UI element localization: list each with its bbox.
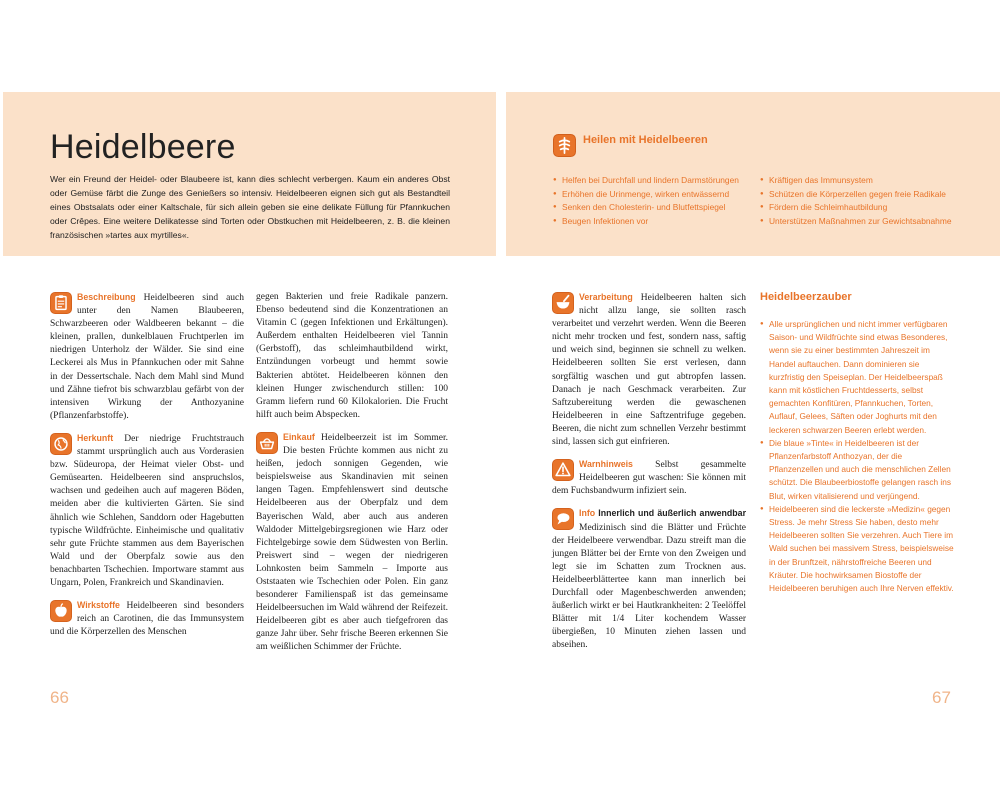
intro-paragraph: Wer ein Freund der Heidel- oder Blaubeere ist, kann dies schlecht verbergen. Kaum ein anderes Obst oder Gemüse färbt die Zunge des Genießers so intensiv. Heidelbeeren eignen sich gut als Bestandteil eines Obstsalats oder einer Kaltschale, für sich allein geben sie eine delikate Füllung für Pfannkuchen oder Crêpes. Eine weitere Delikatesse sind Torten oder Obstkuchen mit Heidelbeeren, z. B. die kleinen französischen »tartes aux myrtilles«.	[50, 174, 450, 240]
sidebar-heading: Heidelbeerzauber	[760, 291, 852, 303]
list-item: ● Helfen bei Durchfall und lindern Darmstörungen	[553, 174, 739, 188]
text-column-3	[552, 291, 746, 661]
text-column-1	[50, 291, 244, 648]
warning-icon	[552, 459, 574, 481]
section-text: Heidelbeeren halten sich nicht allzu lange, sie sollten rasch verarbeitet und verzehrt werden. Wenn die Beeren nicht mehr trocken und fest, sondern nass, saftig und weich sind, beginnen sie schnell zu welken. Heidelbeeren sollten Sie erst verlesen, dann sorgfältig waschen und gut abtropfen lassen. Danach je nach Geschmack verarbeiten. Zur Saftzubereitung werden die gewaschenen Heidelbeeren in eine Saftzentrifuge gegeben. Beeren, die nicht zum schnellen Verzehr bestimmt sind, lassen sich gut einfrieren.	[552, 293, 746, 448]
sidebar-list	[760, 318, 956, 595]
section-info	[552, 507, 746, 652]
healing-list-right	[760, 174, 951, 228]
page-number-left: 66	[50, 688, 69, 707]
section-label: Wirkstoffe	[77, 600, 120, 611]
page-title: Heidelbeere	[50, 128, 236, 166]
section-text: Selbst gesammelte Heidelbeeren gut waschen: Sie können mit dem Fuchsbandwurm infiziert sein.	[552, 460, 746, 497]
healing-heading: Heilen mit Heidelbeeren	[583, 134, 708, 146]
page-number-right: 67	[932, 688, 951, 707]
section-text: Heidelbeeren sind auch unter den Namen Blaubeeren, Schwarzbeeren oder Waldbeeren bekannt – die kleinen, prallen, dunkelblauen Fruchtperlen im niedrigen Unterholz der Wälder. Sie sind eine Leckerei als Mus in Pfannkuchen oder mit Sahne in der Dessertschale. Nach dem Mahl sind Mund und Zähne tiefrot bis schwarzblau gefärbt von der intensiven Wirkung der Anthozyanine (Pflanzenfarbstoffe).	[50, 293, 244, 421]
section-sublabel: Innerlich und äußerlich anwendbar	[595, 508, 746, 519]
list-item: ● Beugen Infektionen vor	[553, 215, 739, 229]
clipboard-icon	[50, 292, 72, 314]
apple-icon	[50, 600, 72, 622]
list-item: ● Kräftigen das Immunsystem	[760, 174, 951, 188]
mortar-icon	[552, 292, 574, 314]
herb-cross-icon	[553, 134, 576, 157]
section-label: Info	[579, 508, 596, 519]
speech-bubble-icon	[552, 508, 574, 530]
section-beschreibung	[50, 291, 244, 423]
section-wirkstoffe-continued: gegen Bakterien und freie Radikale panzern. Ebenso bedeutend sind die Konzentrationen an Vitamin C (gegen Infektionen und Erkältungen). Außerdem enthalten Heidelbeeren viel Tannin (Gerbstoff), das schleimhautbildend wirkt, Entzündungen vorbeugt und hemmt sowie Bakterien abtötet. Heidelbeeren können den kleinen Hunger zwischendurch stillen: 100 Gramm liefern rund 60 Kilokalorien. Die Frucht hilft auch beim Abspecken.	[256, 292, 448, 420]
list-item: ● Fördern die Schleimhautbildung	[760, 201, 951, 215]
list-item: ● Schützen die Körperzellen gegen freie Radikale	[760, 188, 951, 202]
section-label: Beschreibung	[77, 292, 136, 302]
list-item: ● Unterstützen Maßnahmen zur Gewichtsabnahme	[760, 215, 951, 229]
section-text: Heidelbeerzeit ist im Sommer. Die besten Früchte kommen aus nicht zu heißen, jedoch sonnigen Gegenden, wie beispielsweise aus Skandinavien mit seinen langen Tagen. Empfehlenswert sind deutsche Heidelbeeren aus der Oberpfalz und dem Bayerischen Wald, aber auch aus anderen Waldoder Mittelgebirgsregionen wie Harz oder Fichtelgebirge sowie dem Südwesten von Berlin. Preiswert sind – wegen der niedrigeren Lohnkosten beim Sammeln – Importe aus Oststaaten wie Tschechien oder Polen. Ein ganz besonderer Familienspaß ist das gemeinsame Heidelbeersuchen im Wald während der Reifezeit. Heidelbeeren gibt es aber auch tiefgefroren das ganze Jahr über. Sehr frische Beeren erkennen Sie am weißlichen Schimmer der Früchte.	[256, 432, 448, 653]
list-item: ● Erhöhen die Urinmenge, wirken entwässernd	[553, 188, 739, 202]
section-herkunft	[50, 432, 244, 590]
section-text: Medizinisch sind die Blätter und Früchte der Heidelbeere verwendbar. Dazu streift man die jungen Blätter bei der Ernte von den Zweigen und legt sie im Schatten zum Trocknen aus. Heidelbeerblättertee kann man innerlich bei Durchfall oder Magenbeschwerden anwenden; äußerlich wirkt er bei Hautkrankheiten: 2 Teelöffel Blätter mit 1/4 Liter kochendem Wasser übergießen, 10 Minuten ziehen lassen und abseihen.	[552, 522, 746, 651]
section-wirkstoffe	[50, 599, 244, 639]
healing-list-left	[553, 174, 739, 228]
section-text: Der niedrige Fruchtstrauch stammt ursprünglich auch aus Vorderasien bzw. Südeuropa, der Heimat vieler Obst- und Gemüsearten. Heidelbeeren sind anspruchslos, wachsen und gedeihen auch auf mageren Böden, meiden aber die kultivierten Gärten. Sie sind ähnlich wie Schlehen, Sanddorn oder Hagebutten typische Wildfrüchte. Einheimische und qualitativ sehr gute Früchte stammen aus dem Bayerischen Wald und der Oberpfalz sowie aus den benachbarten Tschechien. Importware stammt aus Ungarn, Polen, Frankreich und Skandinavien.	[50, 433, 244, 588]
list-item: ● Alle ursprünglichen und nicht immer verfügbaren Saison- und Wildfrüchte sind etwas Besonderes, wenn sie zu einer bestimmten Jahreszeit im Handel auftauchen. Dann dominieren sie kurzfristig den Speiseplan. Der Heidelbeerspaß kann mit köstlichen Fruchtdesserts, selbst gemachten Konfitüren, Pfannkuchen, Torten, Auflauf, Gelees, Säften oder Joghurts mit den leckeren schwarzen Beeren erlebt werden.	[760, 318, 956, 437]
globe-icon	[50, 433, 72, 455]
section-label: Warnhinweis	[579, 459, 633, 470]
section-label: Herkunft	[77, 432, 114, 443]
list-item: ● Senken den Cholesterin- und Blutfettspiegel	[553, 201, 739, 215]
section-verarbeitung	[552, 291, 746, 449]
section-label: Verarbeitung	[579, 292, 633, 302]
list-item: ● Heidelbeeren sind die leckerste »Medizin« gegen Stress. Je mehr Stress Sie haben, desto mehr Heidelbeeren sollten Sie verzehren. Auch Tiere im Wald suchen bei massivem Stress, beispielsweise in der Brunftzeit, nährstoffreiche Beeren und Kräuter. Die hochwirksamen Biostoffe der Heidelbeeren beruhigen auch Ihre Nerven effektiv.	[760, 503, 956, 595]
section-label: Einkauf	[283, 431, 315, 442]
list-item: ● Die blaue »Tinte« in Heidelbeeren ist der Pflanzenfarbstoff Anthozyan, der die Pflanzenzellen und auch die menschlichen Zellen schützt. Die Blaubeerbiostoffe gelangen rasch ins Blut, wirken vitalisierend und verjüngend.	[760, 437, 956, 503]
basket-icon	[256, 432, 278, 454]
section-warnhinweis	[552, 458, 746, 498]
section-text: Heidelbeeren sind besonders reich an Carotinen, die das Immunsystem und die Körperzellen des Menschen	[50, 601, 244, 638]
text-column-2	[256, 291, 448, 664]
section-einkauf	[256, 431, 448, 655]
